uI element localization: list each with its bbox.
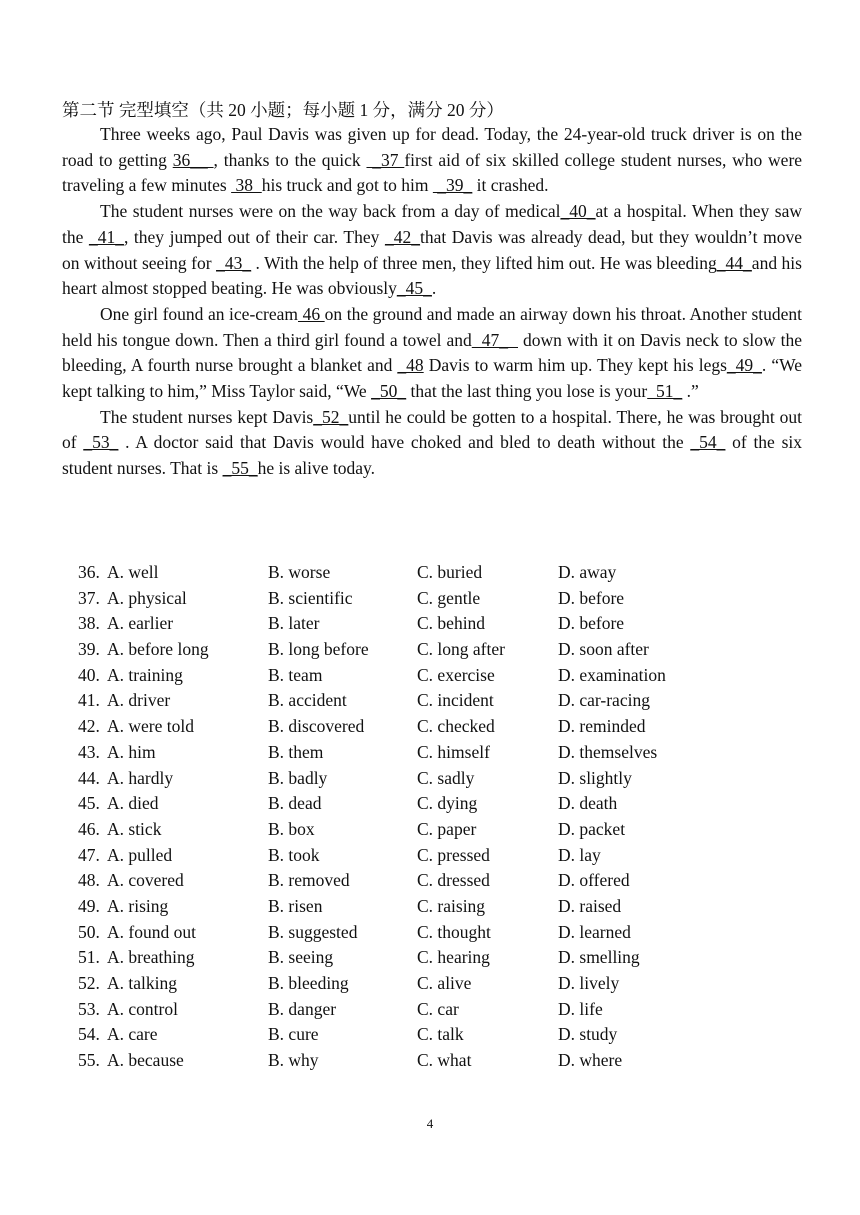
option-a: A. died bbox=[107, 793, 159, 814]
question-row bbox=[0, 560, 860, 586]
option-a: A. because bbox=[107, 1050, 184, 1071]
passage-paragraph bbox=[62, 405, 802, 482]
answer-options-list bbox=[0, 560, 860, 1074]
option-b: B. team bbox=[268, 664, 323, 685]
option-d: D. examination bbox=[558, 664, 666, 685]
section-title: 第二节 完型填空（共 20 小题；每小题 1 分，满分 20 分） bbox=[62, 100, 504, 120]
question-number: 40. bbox=[78, 664, 100, 685]
question-number: 49. bbox=[78, 895, 100, 916]
option-a: A. training bbox=[107, 664, 183, 685]
option-b: B. risen bbox=[268, 895, 323, 916]
answer-blank: 46 bbox=[298, 303, 325, 324]
option-b: B. danger bbox=[268, 998, 337, 1019]
passage-text: . “We kept talking to him,” Miss Taylor said, “We bbox=[62, 355, 802, 402]
passage-text: down with it on Davis neck to slow the bleeding, A fourth nurse brought a blanket and bbox=[62, 329, 803, 376]
passage-text: , thanks to the quick bbox=[213, 149, 367, 170]
option-d: D. death bbox=[558, 793, 618, 814]
question-row bbox=[0, 586, 860, 612]
passage-text: until he could be gotten to a hospital. There, he was brought out of bbox=[62, 406, 802, 453]
option-c: C. long after bbox=[417, 639, 505, 660]
question-number: 51. bbox=[78, 947, 100, 968]
option-b: B. them bbox=[268, 741, 324, 762]
question-row bbox=[0, 611, 860, 637]
question-number: 37. bbox=[78, 587, 100, 608]
passage-text: at a hospital. When they saw the bbox=[62, 201, 803, 247]
question-row bbox=[0, 843, 860, 869]
option-c: C. raising bbox=[417, 895, 486, 916]
option-d: D. reminded bbox=[558, 716, 646, 737]
question-row bbox=[0, 637, 860, 663]
passage-text: that Davis was already dead, but they wouldn’t move on without seeing for bbox=[62, 226, 802, 273]
option-b: B. seeing bbox=[268, 947, 334, 968]
answer-blank: 47_ bbox=[471, 329, 518, 350]
option-c: C. incident bbox=[417, 690, 494, 711]
passage-text: and his heart almost stopped beating. He was obviously bbox=[62, 252, 802, 299]
option-a: A. talking bbox=[107, 973, 177, 993]
question-row bbox=[0, 688, 860, 714]
option-b: B. badly bbox=[268, 767, 328, 788]
passage-text: The student nurses kept Davis bbox=[100, 406, 314, 427]
question-number: 36. bbox=[78, 562, 100, 582]
answer-blank: _44_ bbox=[716, 252, 752, 273]
passage-text: that the last thing you lose is your bbox=[406, 381, 648, 402]
option-d: D. learned bbox=[558, 921, 631, 942]
question-number: 46. bbox=[78, 818, 100, 839]
option-b: B. accident bbox=[268, 690, 347, 711]
question-row bbox=[0, 868, 860, 894]
option-d: D. before bbox=[558, 587, 625, 608]
question-number: 43. bbox=[78, 741, 100, 762]
question-row bbox=[0, 920, 860, 946]
option-b: B. took bbox=[268, 844, 320, 865]
passage-text: on the ground and made an airway down his throat. Another student held his tongue down. Then a third girl found a towel and bbox=[62, 303, 802, 350]
option-c: C. alive bbox=[417, 973, 472, 993]
option-d: D. packet bbox=[558, 818, 626, 839]
question-number: 52. bbox=[78, 973, 100, 993]
question-row bbox=[0, 971, 860, 997]
option-b: B. scientific bbox=[268, 587, 353, 608]
question-number: 45. bbox=[78, 793, 100, 814]
option-b: B. later bbox=[268, 613, 320, 634]
option-c: C. what bbox=[417, 1050, 472, 1071]
question-row bbox=[0, 663, 860, 689]
option-d: D. smelling bbox=[558, 947, 640, 968]
question-number: 53. bbox=[78, 998, 100, 1019]
question-row bbox=[0, 945, 860, 971]
option-b: B. discovered bbox=[268, 716, 365, 737]
option-b: B. bleeding bbox=[268, 973, 349, 993]
option-c: C. himself bbox=[417, 741, 490, 762]
option-c: C. dying bbox=[417, 793, 478, 814]
option-a: A. control bbox=[107, 998, 178, 1019]
option-b: B. dead bbox=[268, 793, 322, 814]
option-b: B. suggested bbox=[268, 921, 358, 942]
option-a: A. covered bbox=[107, 870, 184, 891]
question-row bbox=[0, 714, 860, 740]
answer-blank: _42_ bbox=[384, 226, 420, 247]
answer-blank: 38 bbox=[231, 175, 262, 196]
option-b: B. box bbox=[268, 818, 315, 839]
question-number: 41. bbox=[78, 690, 100, 711]
question-row bbox=[0, 997, 860, 1023]
option-c: C. paper bbox=[417, 818, 477, 839]
question-row bbox=[0, 1048, 860, 1074]
passage-text: . bbox=[431, 278, 437, 299]
option-c: C. checked bbox=[417, 716, 495, 737]
passage-text: first aid of six skilled college student nurses, who were traveling a few minutes bbox=[62, 149, 803, 196]
option-a: A. stick bbox=[107, 818, 162, 839]
passage-text: . A doctor said that Davis would have choked and bled to death without the bbox=[118, 432, 691, 453]
answer-blank: _43_ bbox=[216, 252, 252, 273]
option-a: A. well bbox=[107, 562, 159, 582]
answer-blank: _54_ bbox=[690, 432, 726, 453]
answer-blank: 36__ bbox=[172, 149, 214, 170]
question-row bbox=[0, 894, 860, 920]
option-a: A. earlier bbox=[107, 613, 174, 634]
option-d: D. before bbox=[558, 613, 625, 634]
answer-blank: _39_ bbox=[432, 175, 473, 196]
passage-text: of the six student nurses. That is bbox=[62, 432, 802, 479]
option-d: D. lay bbox=[558, 844, 601, 865]
option-d: D. car-racing bbox=[558, 690, 650, 711]
option-d: D. themselves bbox=[558, 741, 658, 762]
option-a: A. him bbox=[107, 741, 156, 762]
answer-blank: _37 bbox=[366, 149, 405, 170]
option-d: D. away bbox=[558, 562, 617, 582]
option-c: C. behind bbox=[417, 613, 486, 634]
option-a: A. physical bbox=[107, 587, 187, 608]
question-row bbox=[0, 766, 860, 792]
option-b: B. worse bbox=[268, 562, 331, 582]
option-a: A. pulled bbox=[107, 844, 173, 865]
answer-blank: _45_ bbox=[396, 278, 432, 299]
question-number: 47. bbox=[78, 844, 100, 865]
option-c: C. car bbox=[417, 998, 459, 1019]
option-c: C. exercise bbox=[417, 664, 495, 685]
question-number: 44. bbox=[78, 767, 100, 788]
option-a: A. rising bbox=[107, 895, 169, 916]
passage-text: One girl found an ice-cream bbox=[100, 303, 299, 324]
question-number: 38. bbox=[78, 613, 100, 634]
option-b: B. why bbox=[268, 1050, 319, 1071]
question-row bbox=[0, 817, 860, 843]
option-a: A. before long bbox=[107, 639, 209, 660]
option-c: C. hearing bbox=[417, 947, 490, 968]
option-d: D. slightly bbox=[558, 767, 632, 788]
passage-paragraph bbox=[62, 302, 802, 405]
option-a: A. driver bbox=[107, 690, 171, 711]
question-number: 42. bbox=[78, 716, 100, 737]
passage-text: The student nurses were on the way back from a day of medical bbox=[100, 201, 561, 222]
option-b: B. removed bbox=[268, 870, 350, 891]
passage-paragraph bbox=[62, 199, 802, 302]
option-d: D. life bbox=[558, 998, 603, 1019]
question-row bbox=[0, 791, 860, 817]
option-a: A. care bbox=[107, 1024, 158, 1045]
option-c: C. thought bbox=[417, 921, 491, 942]
option-d: D. soon after bbox=[558, 639, 649, 660]
option-c: C. sadly bbox=[417, 767, 475, 788]
passage-text: he is alive today. bbox=[257, 458, 376, 479]
option-d: D. where bbox=[558, 1050, 623, 1071]
answer-blank: _50_ bbox=[371, 381, 407, 402]
answer-blank: _52_ bbox=[313, 406, 349, 427]
passage-text: .” bbox=[682, 381, 699, 402]
answer-blank: _48 bbox=[397, 355, 424, 376]
option-c: C. dressed bbox=[417, 870, 490, 891]
question-number: 39. bbox=[78, 639, 100, 660]
passage-text: Davis to warm him up. They kept his legs bbox=[423, 355, 727, 376]
passage-text: his truck and got to him bbox=[261, 175, 433, 196]
option-c: C. gentle bbox=[417, 587, 481, 608]
question-number: 55. bbox=[78, 1050, 100, 1071]
question-row bbox=[0, 1022, 860, 1048]
answer-blank: 51_ bbox=[647, 381, 683, 402]
option-c: C. pressed bbox=[417, 844, 490, 865]
answer-blank: _55_ bbox=[222, 458, 258, 479]
page-number: 4 bbox=[426, 1116, 434, 1131]
passage-text: . With the help of three men, they lifted him out. He was bleeding bbox=[251, 252, 717, 273]
answer-blank: _40_ bbox=[560, 201, 596, 222]
option-d: D. raised bbox=[558, 895, 622, 916]
option-a: A. were told bbox=[107, 716, 194, 737]
option-b: B. long before bbox=[268, 639, 369, 660]
answer-blank: _41_ bbox=[88, 226, 124, 247]
question-number: 54. bbox=[78, 1024, 100, 1045]
option-d: D. lively bbox=[558, 973, 620, 993]
question-number: 48. bbox=[78, 870, 100, 891]
passage-text: , they jumped out of their car. They bbox=[123, 226, 385, 247]
question-number: 50. bbox=[78, 921, 100, 942]
option-c: C. buried bbox=[417, 562, 483, 582]
option-a: A. breathing bbox=[107, 947, 195, 968]
cloze-passage bbox=[62, 122, 802, 482]
option-a: A. found out bbox=[107, 921, 196, 942]
option-b: B. cure bbox=[268, 1024, 319, 1045]
option-d: D. offered bbox=[558, 870, 630, 891]
option-d: D. study bbox=[558, 1024, 618, 1045]
passage-text: Three weeks ago, Paul Davis was given up for dead. Today, the 24-year-old truck driver is on the road to getting bbox=[62, 124, 802, 170]
answer-blank: _53_ bbox=[83, 432, 119, 453]
option-c: C. talk bbox=[417, 1024, 464, 1045]
question-row bbox=[0, 740, 860, 766]
passage-paragraph bbox=[62, 122, 802, 199]
passage-text: it crashed. bbox=[472, 175, 549, 196]
answer-blank: _49_ bbox=[726, 355, 762, 376]
option-a: A. hardly bbox=[107, 767, 174, 788]
